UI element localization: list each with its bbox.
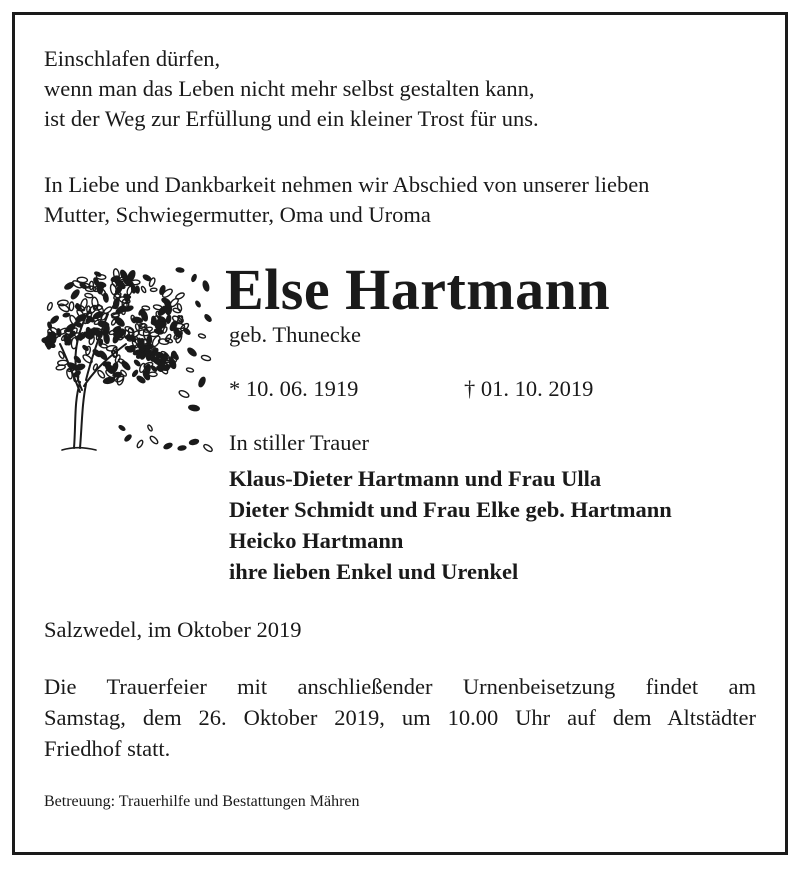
intro-line: Mutter, Schwiegermutter, Oma und Uroma xyxy=(44,202,431,227)
mourner: Dieter Schmidt und Frau Elke geb. Hartmann xyxy=(229,497,672,522)
verse-line: wenn man das Leben nicht mehr selbst gestalten kann, xyxy=(44,76,535,101)
funeral-service-info xyxy=(44,671,756,764)
verse-line: ist der Weg zur Erfüllung und ein kleiner Trost für uns. xyxy=(44,106,539,131)
mourner: ihre lieben Enkel und Urenkel xyxy=(229,559,519,584)
service-line: Samstag, dem 26. Oktober 2019, um 10.00 Uhr auf dem Altstädter xyxy=(44,705,756,730)
undertaker-credit: Betreuung: Trauerhilfe und Bestattungen Mähren xyxy=(44,793,360,810)
service-line: Die Trauerfeier mit anschließender Urnenbeisetzung findet am xyxy=(44,674,756,699)
death-date: † 01. 10. 2019 xyxy=(464,376,594,401)
mourner: Heicko Hartmann xyxy=(229,528,404,553)
mourning-label: In stiller Trauer xyxy=(229,430,369,455)
verse-line: Einschlafen dürfen, xyxy=(44,46,221,71)
intro-line: In Liebe und Dankbarkeit nehmen wir Abschied von unserer lieben xyxy=(44,172,650,197)
mourner: Klaus-Dieter Hartmann und Frau Ulla xyxy=(229,466,602,491)
birth-name: geb. Thunecke xyxy=(229,322,362,347)
place-date: Salzwedel, im Oktober 2019 xyxy=(44,617,302,642)
mourners-list xyxy=(229,463,672,587)
birth-date: * 10. 06. 1919 xyxy=(229,376,359,401)
service-line: Friedhof statt. xyxy=(44,736,171,761)
verse xyxy=(44,44,539,134)
deceased-name: Else Hartmann xyxy=(225,257,611,322)
farewell-intro xyxy=(44,170,649,230)
tree-with-falling-leaves-icon xyxy=(30,252,220,462)
